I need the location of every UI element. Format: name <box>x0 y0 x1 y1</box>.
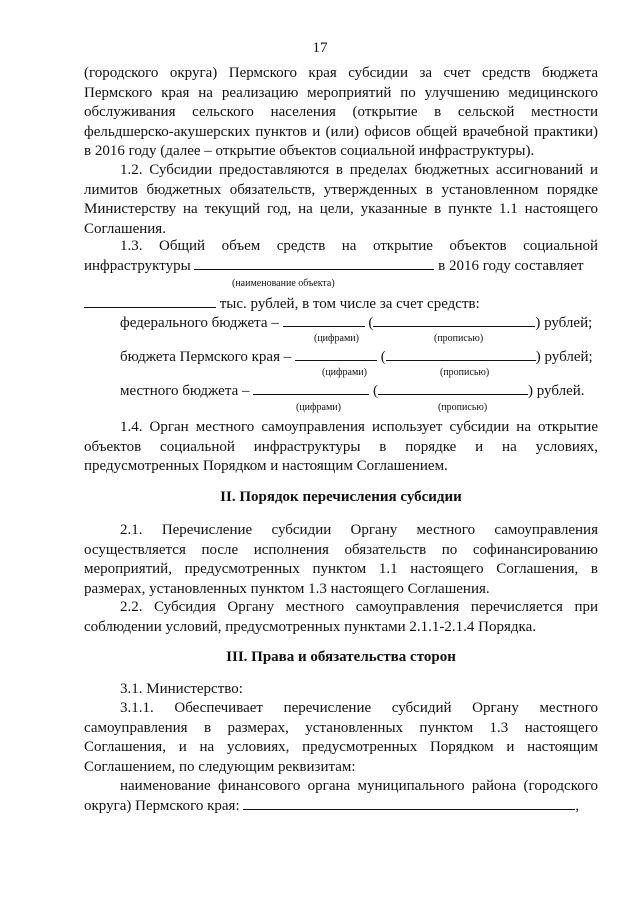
rub-label: ) рублей; <box>535 349 593 365</box>
rub-label: ) рублей; <box>535 315 593 331</box>
open-paren: ( <box>372 383 378 399</box>
open-paren: ( <box>368 315 374 331</box>
paragraph-3-1-1: 3.1.1. Обеспечивает перечисление субсидий Органу местного самоуправления в размерах, установленных пунктом 1.3 настоящего Соглашения, и на условиях, предусмотренных Порядком и настоящим Соглашением, по следующим реквизитам: <box>84 700 598 775</box>
year-label: в 2016 году составляет <box>438 258 584 274</box>
caption-words: (прописью) <box>438 402 488 413</box>
caption-object-name: (наименование объекта) <box>232 278 335 289</box>
object-name-blank[interactable] <box>194 256 434 270</box>
fin-label: округа) Пермского края: <box>84 798 240 814</box>
local-words-blank[interactable] <box>378 381 528 395</box>
fin-organ-blank[interactable] <box>243 796 575 810</box>
perm-words-blank[interactable] <box>386 347 536 361</box>
section-heading-2: II. Порядок перечисления субсидии <box>220 489 462 505</box>
amount-total-line <box>84 294 480 314</box>
section-heading-3: III. Права и обязательства сторон <box>226 649 456 665</box>
paragraph-1-2: 1.2. Субсидии предоставляются в пределах бюджетных ассигнований и лимитов бюджетных обязательств, утвержденных в установленном порядке Министерству на текущий год, на цели, указанные в пункте 1.1 настоящего Соглашения. <box>84 162 598 237</box>
federal-budget-line <box>120 313 592 333</box>
perm-budget-line <box>120 347 593 367</box>
paragraph-1-4: 1.4. Орган местного самоуправления использует субсидии на открытие объектов социальной инфраструктуры в порядке и на условиях, предусмотренных Порядком и настоящим Соглашением. <box>84 419 598 475</box>
paragraph-1-3-line2 <box>84 256 584 276</box>
caption-words: (прописью) <box>434 333 484 344</box>
paragraph-2-2: 2.2. Субсидия Органу местного самоуправления перечисляется при соблюдении условий, предусмотренных пунктами 2.1.1-2.1.4 Порядка. <box>84 599 598 635</box>
caption-digits: (цифрами) <box>296 402 341 413</box>
local-budget-line <box>120 381 585 401</box>
paragraph-subsidy-intro: (городского округа) Пермского края субсидии за счет средств бюджета Пермского края на реализацию мероприятий по улучшению медицинского обслуживания сельского населения (открытие в сельской местности фельдшерско-акушерских пунктов и (или) офисов общей врачебной практики) в 2016 году (далее – открытие объектов социальной инфраструктуры). <box>84 65 598 160</box>
paragraph-2-1: 2.1. Перечисление субсидии Органу местного самоуправления осуществляется после исполнения обязательств по софинансированию мероприятий, предусмотренных пунктом 1.1 настоящего Соглашения, в размерах, установленных пунктом 1.3 настоящего Соглашения. <box>84 522 598 597</box>
caption-digits: (цифрами) <box>322 367 367 378</box>
perm-digits-blank[interactable] <box>295 347 377 361</box>
infra-label: инфраструктуры <box>84 258 191 274</box>
local-digits-blank[interactable] <box>253 381 369 395</box>
paragraph-fin-line2 <box>84 796 579 816</box>
paragraph-1-3-line1: 1.3. Общий объем средств на открытие объектов социальной <box>120 238 598 254</box>
amount-total-blank[interactable] <box>84 294 216 308</box>
page-number: 17 <box>312 40 328 56</box>
paragraph-fin-line1: наименование финансового органа муниципального района (городского <box>120 778 598 794</box>
thousand-rub-label: тыс. рублей, в том числе за счет средств: <box>219 296 480 312</box>
paragraph-3-1: 3.1. Министерство: <box>120 681 243 697</box>
local-budget-label: местного бюджета – <box>120 383 250 399</box>
comma: , <box>575 798 580 814</box>
rub-label: ) рублей. <box>527 383 585 399</box>
federal-budget-label: федерального бюджета – <box>120 315 279 331</box>
caption-digits: (цифрами) <box>314 333 359 344</box>
federal-words-blank[interactable] <box>373 313 535 327</box>
caption-words: (прописью) <box>440 367 490 378</box>
federal-digits-blank[interactable] <box>283 313 365 327</box>
perm-budget-label: бюджета Пермского края – <box>120 349 292 365</box>
open-paren: ( <box>380 349 386 365</box>
